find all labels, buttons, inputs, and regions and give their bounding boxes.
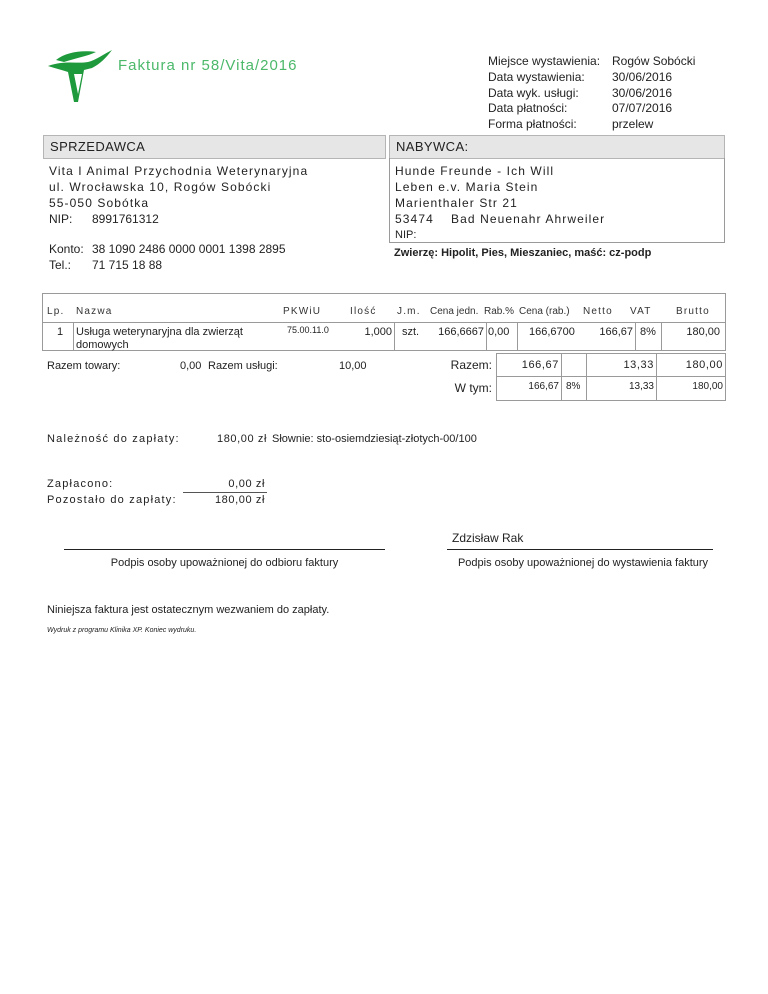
meta-payment-date-value: 07/07/2016	[612, 101, 673, 115]
clinic-logo	[44, 42, 114, 108]
issuer-signature-caption: Podpis osoby upoważnionej do wystawienia faktury	[457, 557, 709, 569]
of-which-gross: 180,00	[692, 381, 723, 392]
receiver-signature-line	[64, 549, 385, 550]
of-which-vat: 13,33	[628, 381, 654, 392]
row-name: Usługa weterynaryjna dla zwierząt	[76, 326, 243, 338]
col-name: Nazwa	[76, 306, 113, 317]
row-price-disc: 166,6700	[529, 326, 575, 338]
col-divider	[661, 322, 662, 351]
col-price-disc: Cena (rab.)	[519, 306, 570, 317]
row-unit: szt.	[402, 326, 420, 338]
printout-note: Wydruk z programu Klinika XP. Koniec wydruku.	[47, 627, 197, 634]
meta-place-label: Miejsce wystawienia:	[488, 54, 601, 68]
meta-issue-date-value: 30/06/2016	[612, 70, 673, 84]
seller-nip: 8991761312	[92, 212, 159, 226]
meta-payment-form-label: Forma płatności:	[488, 117, 577, 131]
paid-underline	[183, 492, 267, 493]
final-notice: Niniejsza faktura jest ostatecznym wezwaniem do zapłaty.	[47, 604, 330, 616]
seller-nip-label: NIP:	[49, 212, 73, 226]
of-which-net: 166,67	[528, 381, 559, 392]
goods-total-value: 0,00	[180, 360, 202, 372]
services-total-value: 10,00	[339, 360, 367, 372]
amount-due-label: Należność do zapłaty:	[47, 433, 180, 445]
meta-service-date-value: 30/06/2016	[612, 86, 673, 100]
meta-place-value: Rogów Sobócki	[612, 54, 696, 68]
meta-service-date-label: Data wyk. usługi:	[488, 86, 579, 100]
invoice-title: Faktura nr 58/Vita/2016	[118, 57, 298, 74]
seller-street: ul. Wrocławska 10, Rogów Sobócki	[49, 180, 272, 194]
col-unit: J.m.	[397, 306, 421, 317]
seller-phone: 71 715 18 88	[92, 258, 163, 272]
seller-phone-label: Tel.:	[49, 258, 72, 272]
seller-heading: SPRZEDAWCA	[43, 135, 386, 159]
col-divider	[517, 322, 518, 351]
meta-payment-form-value: przelew	[612, 117, 654, 131]
paid-label: Zapłacono:	[47, 478, 114, 490]
buyer-street: Marienthaler Str 21	[395, 196, 518, 210]
sum-label: Razem:	[450, 358, 492, 372]
col-lp: Lp.	[47, 306, 65, 317]
col-discount: Rab.%	[484, 306, 515, 317]
col-divider	[635, 322, 636, 351]
buyer-name-2: Leben e.v. Maria Stein	[395, 180, 539, 194]
receiver-signature-caption: Podpis osoby upoważnionej do odbioru faktury	[110, 557, 339, 569]
buyer-name: Hunde Freunde - Ich Will	[395, 164, 555, 178]
row-qty: 1,000	[364, 326, 392, 338]
of-which-label: W tym:	[454, 381, 492, 395]
sum-divider	[656, 353, 657, 401]
col-vat: VAT	[630, 306, 652, 317]
issuer-name: Zdzisław Rak	[452, 531, 524, 545]
seller-city: 55-050 Sobótka	[49, 196, 150, 210]
sum-net: 166,67	[521, 359, 559, 371]
sum-divider	[586, 353, 587, 401]
row-unit-price: 166,6667	[438, 326, 484, 338]
sum-gross: 180,00	[685, 359, 723, 371]
issuer-signature-line	[447, 549, 713, 550]
amount-in-words: Słownie: sto-osiemdziesiąt-złotych-00/100	[272, 433, 477, 445]
buyer-postcode: 53474	[395, 212, 434, 226]
col-unit-price: Cena jedn.	[430, 306, 479, 317]
row-name-cont: domowych	[76, 339, 129, 351]
seller-account-label: Konto:	[49, 242, 84, 256]
row-pkwiu: 75.00.11.0	[287, 325, 329, 335]
meta-payment-date-label: Data płatności:	[488, 101, 568, 115]
services-total-label: Razem usługi:	[208, 360, 278, 372]
goods-total-label: Razem towary:	[47, 360, 121, 372]
col-gross: Brutto	[676, 306, 710, 317]
row-discount: 0,00	[488, 326, 510, 338]
col-divider	[486, 322, 487, 351]
table-header-divider	[42, 322, 726, 323]
buyer-nip-label: NIP:	[395, 229, 417, 241]
of-which-rate: 8%	[566, 381, 581, 392]
animal-info: Zwierzę: Hipolit, Pies, Mieszaniec, maść: cz-podp	[394, 247, 652, 259]
col-net: Netto	[583, 306, 613, 317]
remaining-label: Pozostało do zapłaty:	[47, 494, 177, 506]
remaining-value: 180,00 zł	[214, 494, 265, 506]
row-vat: 8%	[640, 326, 656, 338]
col-pkwiu: PKWiU	[283, 306, 322, 317]
meta-issue-date-label: Data wystawienia:	[488, 70, 585, 84]
row-gross: 180,00	[686, 326, 720, 338]
buyer-heading: NABYWCA:	[389, 135, 725, 159]
sum-vat: 13,33	[623, 359, 654, 371]
row-net: 166,67	[599, 326, 633, 338]
sum-divider	[561, 353, 562, 401]
seller-account: 38 1090 2486 0000 0001 1398 2895	[92, 242, 286, 256]
seller-name: Vita I Animal Przychodnia Weterynaryjna	[49, 164, 309, 178]
amount-due-value: 180,00 zł	[217, 433, 268, 445]
row-lp: 1	[57, 326, 64, 338]
col-divider	[73, 322, 74, 351]
paid-value: 0,00 zł	[228, 478, 265, 490]
buyer-city: Bad Neuenahr Ahrweiler	[451, 212, 606, 226]
col-divider	[394, 322, 395, 351]
col-qty: Ilość	[350, 306, 377, 317]
